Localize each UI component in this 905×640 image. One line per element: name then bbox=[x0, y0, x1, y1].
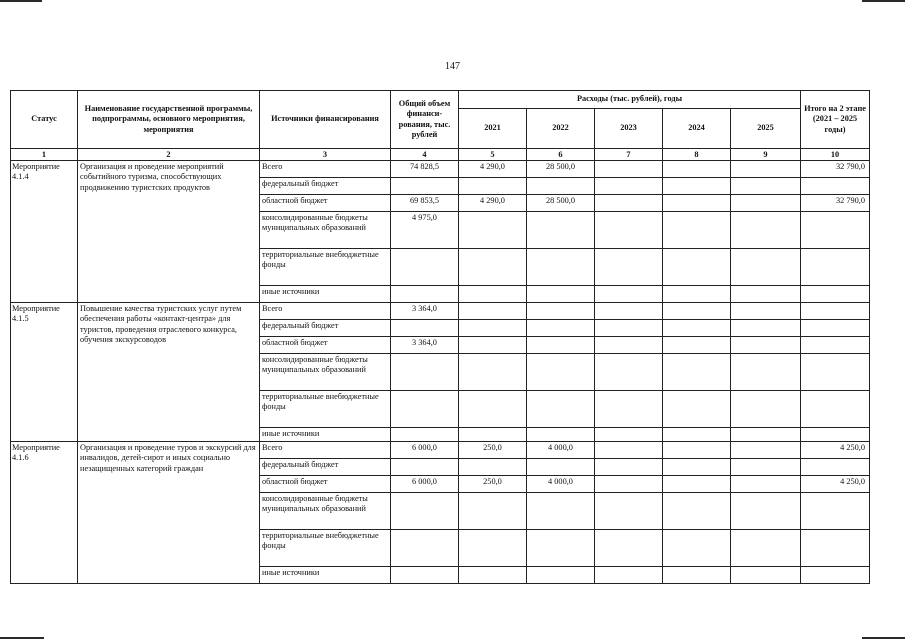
year-2023-cell bbox=[595, 303, 663, 320]
summary-cell bbox=[801, 391, 870, 428]
year-2025-cell bbox=[731, 391, 801, 428]
source-cell: федеральный бюджет bbox=[260, 320, 391, 337]
summary-cell bbox=[801, 493, 870, 530]
year-2024-cell bbox=[663, 476, 731, 493]
year-2021-cell bbox=[459, 320, 527, 337]
summary-cell: 32 790,0 bbox=[801, 161, 870, 178]
column-number: 6 bbox=[527, 149, 595, 161]
summary-cell bbox=[801, 337, 870, 354]
year-2024-cell bbox=[663, 337, 731, 354]
year-2021-cell bbox=[459, 249, 527, 286]
total-cell bbox=[391, 286, 459, 303]
summary-cell bbox=[801, 354, 870, 391]
scan-edge-top-left bbox=[0, 0, 42, 2]
year-2021-cell bbox=[459, 493, 527, 530]
year-2023-cell bbox=[595, 286, 663, 303]
column-number-row bbox=[11, 149, 870, 161]
activity-name-cell: Организация и проведение мероприятий событийного туризма, способствующих продвижению туристских продуктов bbox=[78, 161, 260, 303]
source-cell: Всего bbox=[260, 442, 391, 459]
year-2022-cell bbox=[527, 303, 595, 320]
year-2022-cell: 28 500,0 bbox=[527, 195, 595, 212]
financing-table bbox=[10, 90, 870, 584]
header-status: Статус bbox=[11, 91, 78, 149]
year-2023-cell bbox=[595, 320, 663, 337]
year-2024-cell bbox=[663, 428, 731, 442]
total-cell bbox=[391, 493, 459, 530]
header-expenses: Расходы (тыс. рублей), годы bbox=[459, 91, 801, 109]
year-2025-cell bbox=[731, 337, 801, 354]
year-2023-cell bbox=[595, 428, 663, 442]
year-2025-cell bbox=[731, 493, 801, 530]
summary-cell bbox=[801, 459, 870, 476]
page-number: 147 bbox=[445, 61, 460, 72]
total-cell: 3 364,0 bbox=[391, 303, 459, 320]
column-number: 4 bbox=[391, 149, 459, 161]
header-sources: Источники финансирования bbox=[260, 91, 391, 149]
year-2021-cell: 4 290,0 bbox=[459, 161, 527, 178]
scan-edge-top-right bbox=[862, 0, 905, 2]
total-cell bbox=[391, 530, 459, 567]
summary-cell bbox=[801, 530, 870, 567]
scan-edge-bottom-left bbox=[0, 637, 44, 639]
year-2024-cell bbox=[663, 459, 731, 476]
total-cell bbox=[391, 567, 459, 584]
year-2021-cell: 250,0 bbox=[459, 476, 527, 493]
year-2024-cell bbox=[663, 530, 731, 567]
total-cell bbox=[391, 428, 459, 442]
source-cell: Всего bbox=[260, 161, 391, 178]
header-total: Общий объем финанси-рования, тыс. рублей bbox=[391, 91, 459, 149]
total-cell: 3 364,0 bbox=[391, 337, 459, 354]
header-year: 2022 bbox=[527, 109, 595, 149]
header-year: 2023 bbox=[595, 109, 663, 149]
summary-cell bbox=[801, 249, 870, 286]
total-cell bbox=[391, 391, 459, 428]
summary-cell: 32 790,0 bbox=[801, 195, 870, 212]
total-cell: 74 828,5 bbox=[391, 161, 459, 178]
summary-cell bbox=[801, 178, 870, 195]
year-2024-cell bbox=[663, 567, 731, 584]
year-2025-cell bbox=[731, 354, 801, 391]
column-number: 7 bbox=[595, 149, 663, 161]
year-2025-cell bbox=[731, 178, 801, 195]
source-cell: иные источники bbox=[260, 286, 391, 303]
source-cell: консолидированные бюджеты муниципальных образований bbox=[260, 354, 391, 391]
year-2022-cell: 4 000,0 bbox=[527, 476, 595, 493]
year-2022-cell bbox=[527, 530, 595, 567]
year-2021-cell bbox=[459, 286, 527, 303]
year-2024-cell bbox=[663, 354, 731, 391]
total-cell bbox=[391, 249, 459, 286]
year-2024-cell bbox=[663, 161, 731, 178]
year-2025-cell bbox=[731, 428, 801, 442]
year-2025-cell bbox=[731, 195, 801, 212]
year-2022-cell: 4 000,0 bbox=[527, 442, 595, 459]
source-cell: областной бюджет bbox=[260, 476, 391, 493]
year-2023-cell bbox=[595, 249, 663, 286]
scan-edge-bottom-right bbox=[862, 637, 905, 639]
year-2024-cell bbox=[663, 178, 731, 195]
year-2022-cell bbox=[527, 391, 595, 428]
year-2022-cell bbox=[527, 567, 595, 584]
summary-cell bbox=[801, 567, 870, 584]
source-cell: консолидированные бюджеты муниципальных образований bbox=[260, 212, 391, 249]
year-2021-cell: 250,0 bbox=[459, 442, 527, 459]
year-2025-cell bbox=[731, 567, 801, 584]
year-2023-cell bbox=[595, 178, 663, 195]
summary-cell bbox=[801, 303, 870, 320]
year-2021-cell bbox=[459, 303, 527, 320]
table-row bbox=[11, 303, 870, 320]
summary-cell bbox=[801, 428, 870, 442]
year-2023-cell bbox=[595, 459, 663, 476]
total-cell bbox=[391, 320, 459, 337]
header-name: Наименование государственной программы, подпрограммы, основного мероприятия, мероприятия bbox=[78, 91, 260, 149]
year-2023-cell bbox=[595, 476, 663, 493]
year-2023-cell bbox=[595, 354, 663, 391]
year-2022-cell bbox=[527, 493, 595, 530]
year-2021-cell: 4 290,0 bbox=[459, 195, 527, 212]
status-cell: Мероприятие 4.1.4 bbox=[11, 161, 78, 303]
table-row bbox=[11, 442, 870, 459]
year-2023-cell bbox=[595, 195, 663, 212]
year-2022-cell bbox=[527, 286, 595, 303]
year-2025-cell bbox=[731, 161, 801, 178]
year-2023-cell bbox=[595, 493, 663, 530]
source-cell: иные источники bbox=[260, 567, 391, 584]
year-2021-cell bbox=[459, 354, 527, 391]
activity-name-cell: Повышение качества туристских услуг путем обеспечения работы «контакт-центра» для туристов, проведения отраслевого конкурса, обучения экскурсоводов bbox=[78, 303, 260, 442]
source-cell: территориальные внебюджетные фонды bbox=[260, 249, 391, 286]
year-2021-cell bbox=[459, 337, 527, 354]
column-number: 9 bbox=[731, 149, 801, 161]
column-number: 8 bbox=[663, 149, 731, 161]
table-row bbox=[11, 161, 870, 178]
year-2024-cell bbox=[663, 212, 731, 249]
source-cell: областной бюджет bbox=[260, 195, 391, 212]
year-2025-cell bbox=[731, 303, 801, 320]
year-2024-cell bbox=[663, 493, 731, 530]
summary-cell bbox=[801, 320, 870, 337]
total-cell bbox=[391, 459, 459, 476]
year-2021-cell bbox=[459, 178, 527, 195]
year-2022-cell: 28 500,0 bbox=[527, 161, 595, 178]
column-number: 1 bbox=[11, 149, 78, 161]
column-number: 3 bbox=[260, 149, 391, 161]
header-year: 2025 bbox=[731, 109, 801, 149]
column-number: 5 bbox=[459, 149, 527, 161]
year-2025-cell bbox=[731, 320, 801, 337]
total-cell bbox=[391, 354, 459, 391]
source-cell: иные источники bbox=[260, 428, 391, 442]
status-cell: Мероприятие 4.1.6 bbox=[11, 442, 78, 584]
year-2022-cell bbox=[527, 320, 595, 337]
status-cell: Мероприятие 4.1.5 bbox=[11, 303, 78, 442]
source-cell: консолидированные бюджеты муниципальных образований bbox=[260, 493, 391, 530]
year-2022-cell bbox=[527, 428, 595, 442]
year-2021-cell bbox=[459, 530, 527, 567]
year-2024-cell bbox=[663, 195, 731, 212]
year-2023-cell bbox=[595, 530, 663, 567]
year-2021-cell bbox=[459, 391, 527, 428]
summary-cell: 4 250,0 bbox=[801, 476, 870, 493]
year-2023-cell bbox=[595, 442, 663, 459]
year-2021-cell bbox=[459, 567, 527, 584]
source-cell: территориальные внебюджетные фонды bbox=[260, 391, 391, 428]
year-2023-cell bbox=[595, 391, 663, 428]
year-2025-cell bbox=[731, 212, 801, 249]
year-2022-cell bbox=[527, 249, 595, 286]
total-cell: 6 000,0 bbox=[391, 442, 459, 459]
column-number: 10 bbox=[801, 149, 870, 161]
total-cell: 69 853,5 bbox=[391, 195, 459, 212]
year-2023-cell bbox=[595, 212, 663, 249]
source-cell: федеральный бюджет bbox=[260, 178, 391, 195]
year-2025-cell bbox=[731, 286, 801, 303]
year-2025-cell bbox=[731, 249, 801, 286]
year-2021-cell bbox=[459, 459, 527, 476]
year-2022-cell bbox=[527, 459, 595, 476]
year-2021-cell bbox=[459, 428, 527, 442]
column-number: 2 bbox=[78, 149, 260, 161]
source-cell: Всего bbox=[260, 303, 391, 320]
year-2021-cell bbox=[459, 212, 527, 249]
activity-name-cell: Организация и проведение туров и экскурсий для инвалидов, детей-сирот и иных социально незащищенных категорий граждан bbox=[78, 442, 260, 584]
year-2024-cell bbox=[663, 320, 731, 337]
year-2022-cell bbox=[527, 212, 595, 249]
source-cell: областной бюджет bbox=[260, 337, 391, 354]
year-2023-cell bbox=[595, 567, 663, 584]
year-2024-cell bbox=[663, 391, 731, 428]
year-2025-cell bbox=[731, 459, 801, 476]
header-year: 2021 bbox=[459, 109, 527, 149]
year-2025-cell bbox=[731, 476, 801, 493]
total-cell: 6 000,0 bbox=[391, 476, 459, 493]
year-2025-cell bbox=[731, 530, 801, 567]
source-cell: федеральный бюджет bbox=[260, 459, 391, 476]
total-cell: 4 975,0 bbox=[391, 212, 459, 249]
source-cell: территориальные внебюджетные фонды bbox=[260, 530, 391, 567]
year-2024-cell bbox=[663, 249, 731, 286]
summary-cell: 4 250,0 bbox=[801, 442, 870, 459]
year-2025-cell bbox=[731, 442, 801, 459]
year-2023-cell bbox=[595, 337, 663, 354]
total-cell bbox=[391, 178, 459, 195]
year-2024-cell bbox=[663, 286, 731, 303]
year-2024-cell bbox=[663, 303, 731, 320]
table-body bbox=[11, 161, 870, 584]
header-summary: Итого на 2 этапе (2021 – 2025 годы) bbox=[801, 91, 870, 149]
year-2024-cell bbox=[663, 442, 731, 459]
header-year: 2024 bbox=[663, 109, 731, 149]
year-2022-cell bbox=[527, 354, 595, 391]
summary-cell bbox=[801, 286, 870, 303]
summary-cell bbox=[801, 212, 870, 249]
year-2023-cell bbox=[595, 161, 663, 178]
year-2022-cell bbox=[527, 178, 595, 195]
year-2022-cell bbox=[527, 337, 595, 354]
